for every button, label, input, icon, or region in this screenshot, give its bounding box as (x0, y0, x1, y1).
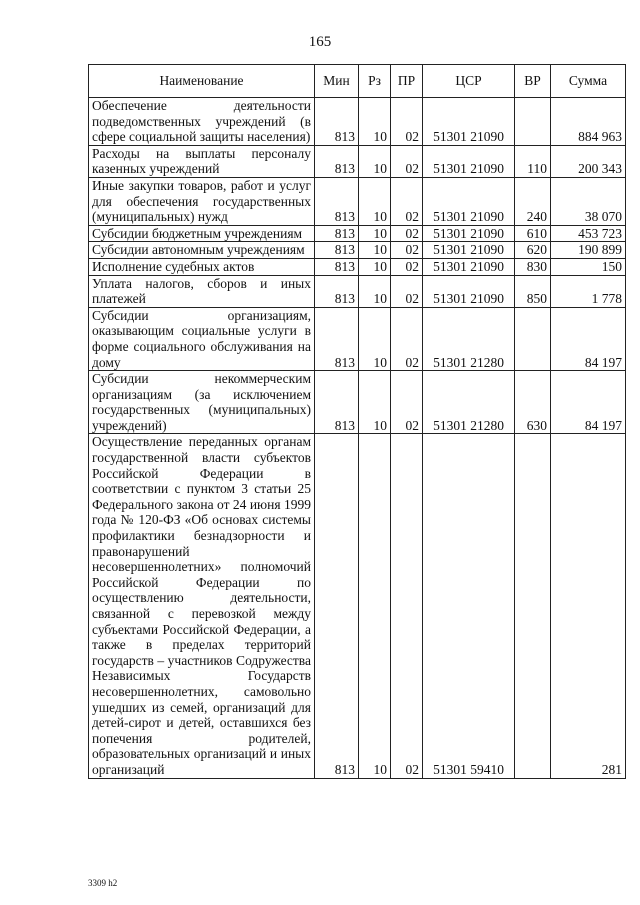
cell-csr: 51301 21280 (423, 307, 515, 370)
cell-rz: 10 (359, 225, 391, 242)
cell-name: Иные закупки товаров, работ и услуг для обеспечения государственных (муниципальных) нужд (89, 177, 315, 225)
cell-csr: 51301 21090 (423, 242, 515, 259)
cell-min: 813 (315, 307, 359, 370)
table-row (89, 242, 626, 259)
cell-rz: 10 (359, 307, 391, 370)
cell-pr: 02 (391, 177, 423, 225)
cell-pr: 02 (391, 307, 423, 370)
cell-rz: 10 (359, 434, 391, 778)
cell-vr: 830 (515, 258, 551, 275)
cell-pr: 02 (391, 242, 423, 259)
table-header-row (89, 65, 626, 98)
table-row (89, 434, 626, 778)
cell-name: Обеспечение деятельности подведомственных учреждений (в сфере социальной защиты населения) (89, 98, 315, 146)
cell-rz: 10 (359, 145, 391, 177)
table-row (89, 371, 626, 434)
cell-rz: 10 (359, 177, 391, 225)
cell-min: 813 (315, 371, 359, 434)
cell-min: 813 (315, 242, 359, 259)
cell-vr (515, 434, 551, 778)
table-row (89, 177, 626, 225)
table-row (89, 307, 626, 370)
header-vr: ВР (515, 65, 551, 98)
cell-min: 813 (315, 275, 359, 307)
cell-vr: 630 (515, 371, 551, 434)
cell-vr: 240 (515, 177, 551, 225)
header-min: Мин (315, 65, 359, 98)
cell-pr: 02 (391, 258, 423, 275)
cell-vr: 850 (515, 275, 551, 307)
header-name: Наименование (89, 65, 315, 98)
cell-rz: 10 (359, 275, 391, 307)
budget-table (88, 64, 626, 779)
cell-vr: 620 (515, 242, 551, 259)
cell-name: Осуществление переданных органам государственной власти субъектов Российской Федерации в соответствии с пунктом 3 статьи 25 Федерального закона от 24 июня 1999 года № 120-ФЗ «Об основах системы профилактики безнадзорности и правонарушений несовершеннолетних» полномочий Российской Федерации по осуществлению деятельности, связанной с перевозкой между субъектами Российской Федерации, а также в пределах территорий государств – участников Содружества Независимых Государств несовершеннолетних, самовольно ушедших из семей, организаций для детей-сирот и детей, оставшихся без попечения родителей, образовательных организаций и иных организаций (89, 434, 315, 778)
header-csr: ЦСР (423, 65, 515, 98)
cell-sum: 38 070 (551, 177, 626, 225)
cell-vr: 110 (515, 145, 551, 177)
cell-pr: 02 (391, 145, 423, 177)
cell-name: Субсидии бюджетным учреждениям (89, 225, 315, 242)
cell-rz: 10 (359, 242, 391, 259)
cell-name: Расходы на выплаты персоналу казенных учреждений (89, 145, 315, 177)
cell-csr: 51301 21090 (423, 177, 515, 225)
page-number: 165 (308, 34, 332, 50)
cell-min: 813 (315, 177, 359, 225)
cell-rz: 10 (359, 98, 391, 146)
cell-min: 813 (315, 434, 359, 778)
cell-sum: 200 343 (551, 145, 626, 177)
cell-min: 813 (315, 98, 359, 146)
cell-rz: 10 (359, 371, 391, 434)
cell-sum: 884 963 (551, 98, 626, 146)
cell-sum: 150 (551, 258, 626, 275)
cell-min: 813 (315, 258, 359, 275)
cell-vr (515, 98, 551, 146)
cell-vr: 610 (515, 225, 551, 242)
cell-pr: 02 (391, 434, 423, 778)
cell-pr: 02 (391, 225, 423, 242)
table-row (89, 225, 626, 242)
cell-pr: 02 (391, 275, 423, 307)
cell-sum: 190 899 (551, 242, 626, 259)
header-pr: ПР (391, 65, 423, 98)
budget-table-body (89, 98, 626, 779)
cell-csr: 51301 59410 (423, 434, 515, 778)
cell-sum: 1 778 (551, 275, 626, 307)
cell-name: Субсидии некоммерческим организациям (за исключением государственных (муниципальных) учреждений) (89, 371, 315, 434)
cell-name: Субсидии автономным учреждениям (89, 242, 315, 259)
cell-name: Уплата налогов, сборов и иных платежей (89, 275, 315, 307)
cell-pr: 02 (391, 98, 423, 146)
cell-sum: 84 197 (551, 371, 626, 434)
cell-rz: 10 (359, 258, 391, 275)
cell-min: 813 (315, 145, 359, 177)
header-rz: Рз (359, 65, 391, 98)
cell-sum: 281 (551, 434, 626, 778)
cell-sum: 84 197 (551, 307, 626, 370)
cell-sum: 453 723 (551, 225, 626, 242)
cell-csr: 51301 21280 (423, 371, 515, 434)
cell-csr: 51301 21090 (423, 275, 515, 307)
cell-vr (515, 307, 551, 370)
cell-name: Субсидии организациям, оказывающим социальные услуги в форме социального обслуживания на дому (89, 307, 315, 370)
cell-csr: 51301 21090 (423, 145, 515, 177)
footer-code: 3309 h2 (88, 878, 118, 888)
table-row (89, 98, 626, 146)
table-row (89, 145, 626, 177)
cell-csr: 51301 21090 (423, 258, 515, 275)
cell-min: 813 (315, 225, 359, 242)
header-sum: Сумма (551, 65, 626, 98)
cell-csr: 51301 21090 (423, 98, 515, 146)
table-row (89, 275, 626, 307)
cell-name: Исполнение судебных актов (89, 258, 315, 275)
cell-csr: 51301 21090 (423, 225, 515, 242)
table-row (89, 258, 626, 275)
cell-pr: 02 (391, 371, 423, 434)
